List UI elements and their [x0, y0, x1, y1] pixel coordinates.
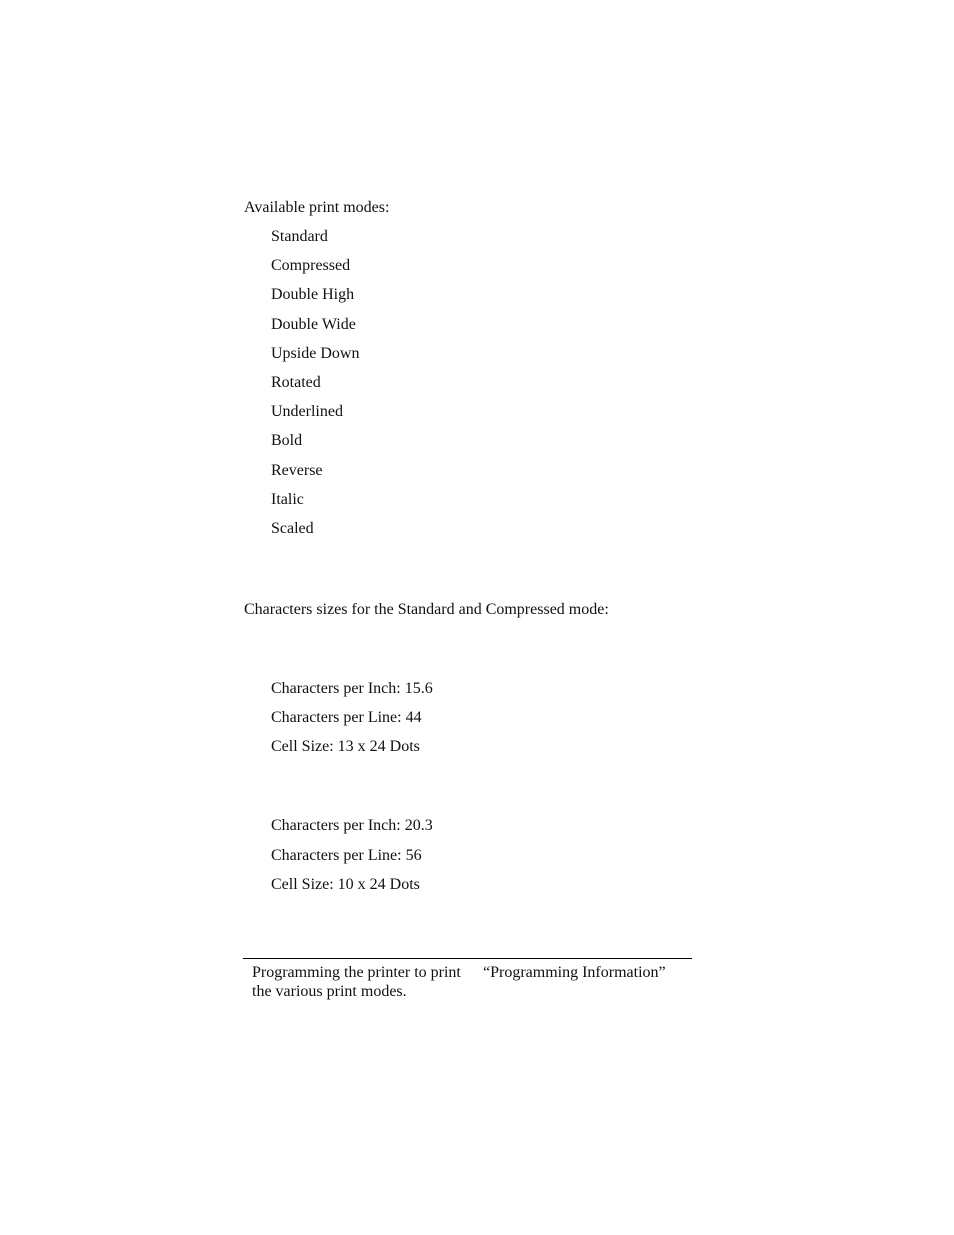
print-mode-item: Italic: [271, 491, 304, 508]
print-mode-item: Upside Down: [271, 345, 360, 362]
spec-line: Characters per Inch: 20.3: [271, 817, 433, 834]
reference-divider: [243, 958, 692, 959]
char-sizes-heading: Characters sizes for the Standard and Compressed mode:: [244, 601, 609, 618]
print-mode-item: Compressed: [271, 257, 351, 274]
print-mode-item: Rotated: [271, 374, 321, 391]
print-mode-item: Double High: [271, 286, 355, 303]
spec-line: Characters per Inch: 15.6: [271, 680, 433, 697]
print-mode-item: Reverse: [271, 462, 323, 479]
print-modes-heading: Available print modes:: [244, 199, 390, 216]
reference-topic: Programming the printer to print the various print modes.: [252, 964, 461, 1000]
spec-line: Characters per Line: 44: [271, 709, 422, 726]
spec-line: Characters per Line: 56: [271, 847, 422, 864]
print-mode-item: Bold: [271, 432, 303, 449]
reference-see: “Programming Information”: [483, 964, 666, 981]
spec-line: Cell Size: 10 x 24 Dots: [271, 876, 420, 893]
print-mode-item: Double Wide: [271, 316, 356, 333]
spec-line: Cell Size: 13 x 24 Dots: [271, 738, 420, 755]
print-mode-item: Underlined: [271, 403, 343, 420]
print-mode-item: Scaled: [271, 520, 314, 537]
print-mode-item: Standard: [271, 228, 328, 245]
